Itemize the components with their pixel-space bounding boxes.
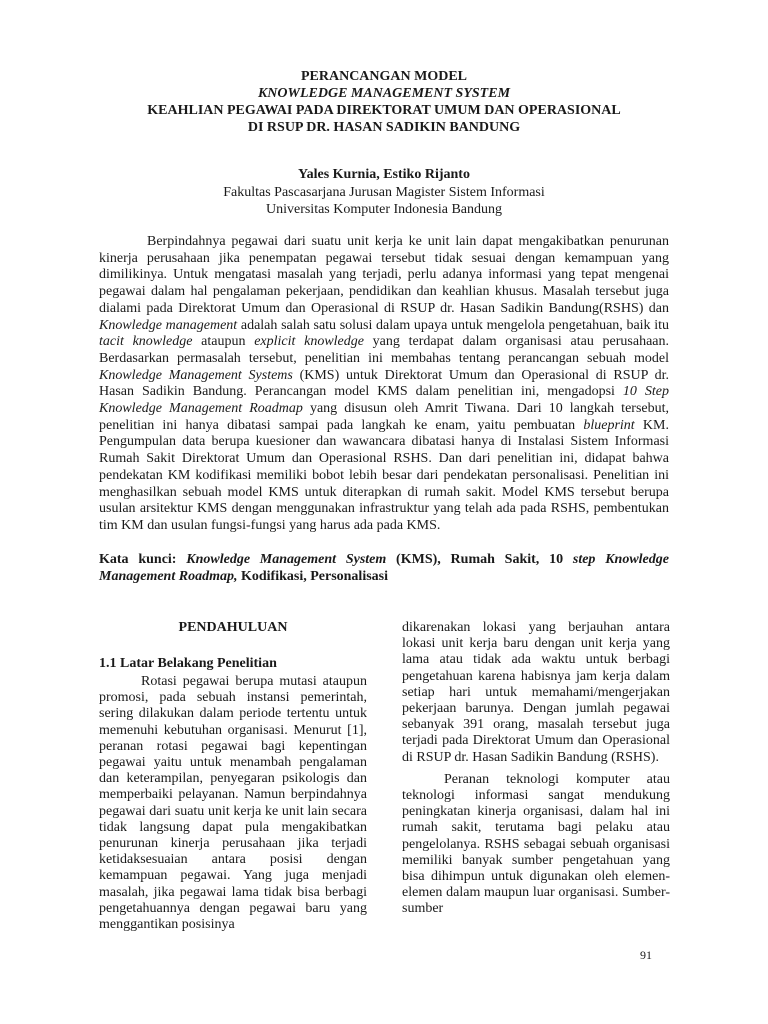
abstract-text: adalah salah satu solusi dalam upaya untuk mengelola pengetahuan, baik itu [237,317,669,333]
title-line-2: KNOWLEDGE MANAGEMENT SYSTEM [257,86,511,101]
abstract [99,234,669,535]
abstract-italic: tacit knowledge [99,334,193,350]
abstract-text: (KMS) untuk Direktorat Umum dan Operasional di RSUP dr. Hasan Sadikin Bandung. Perancangan model KMS dalam penelitian ini, mengadopsi [99,367,669,400]
body-paragraph: Rotasi pegawai berupa mutasi ataupun promosi, pada sebuah instansi pemerintah, sering dilakukan dalam periode tertentu untuk memenuhi kebutuhan organisasi. Menurut [1], peranan rotasi pegawai bagi kepentingan pegawai yaitu untuk menambah pengalaman dan keterampilan, penyegaran psikologis dan memperbaiki pelayanan. Namun berpindahnya pegawai dari suatu unit kerja ke unit lain secara tidak langsung dapat pula mengakibatkan penurunan kinerja perusahaan jika terjadi ketidaksesuaian antara posisi dengan kemampuan pegawai. Yang juga menjadi masalah, jika pegawai lama tidak bisa berbagi pengetahuannya dengan pegawai baru yang menggantikan posisinya [99,674,367,933]
abstract-text: yang terdapat dalam organisasi atau perusahaan. Berdasarkan permasalah tersebut, penelitian ini membahas tentang perancangan sebuah model [99,334,669,366]
keywords-label: Kata kunci: [99,552,187,567]
affiliation-line-1: Fakultas Pascasarjana Jurusan Magister Sistem Informasi [223,184,545,200]
left-column [99,620,367,933]
abstract-text: ataupun [192,334,255,350]
abstract-italic: Knowledge Management Systems [99,367,293,383]
abstract-text: KM. Pengumpulan data berupa kuesioner dan wawancara dibatasi hanya di Instalasi Sistem Informasi Rumah Sakit Direktorat Umum dan Operasional RSHS. Dan dari penelitian ini, didapat bahwa pendekatan KM kodifikasi memiliki bobot lebih besar dari pendekatan personalisasi. Penelitian ini menghasilkan sebuah model KMS untuk diterapkan di rumah sakit. Model KMS tersebut berupa usulan arsitektur KMS dengan menggunakan infrastruktur yang telah ada pada RSHS, pembentukan tim KM dan usulan fungsi-fungsi yang harus ada pada KMS. [99,417,669,533]
title-block [0,68,768,136]
abstract-italic: explicit knowledge [254,334,364,350]
abstract-paragraph [99,234,669,535]
section-heading: PENDAHULUAN [178,620,288,635]
title-line-3: KEAHLIAN PEGAWAI PADA DIREKTORAT UMUM DAN OPERASIONAL [147,103,621,118]
abstract-text: Berpindahnya pegawai dari suatu unit kerja ke unit lain dapat mengakibatkan penurunan kinerja perusahaan jika penempatan pegawai tersebut tidak sesuai dengan kemampuan yang dimilikinya. Untuk mengatasi masalah yang terjadi, perlu adanya informasi yang tepat mengenai pegawai dalam hal pengalaman pekerjaan, pendidikan dan keahlian khusus. Masalah tersebut juga dialami pada Direktorat Umum dan Operasional di RSUP dr. Hasan Sadikin Bandung(RSHS) dan [99,234,669,316]
subsection-heading: 1.1 Latar Belakang Penelitian [99,656,277,671]
keywords-text: Kodifikasi, Personalisasi [237,569,388,584]
abstract-italic: Knowledge management [99,317,238,333]
abstract-text: yang disusun oleh Amrit Tiwana. Dari 10 langkah tersebut, penelitian ini hanya dibatasi sampai pada langkah ke enam, yaitu pembuatan [99,401,669,433]
body-paragraph: Peranan teknologi komputer atau teknologi informasi sangat mendukung peningkatan kinerja organisasi, dalam hal ini rumah sakit, terutama bagi pelaku atau pengelolanya. RSHS sebagai sebuah organisasi memiliki banyak sumber pengetahuan yang bisa dihimpun untuk digunakan oleh elemen-elemen dalam maupun luar organisasi. Sumber-sumber [402,771,670,917]
keywords-italic: step Knowledge Management Roadmap, [99,552,669,584]
abstract-italic: 10 Step Knowledge Management Roadmap [99,384,669,417]
affiliation-line-2: Universitas Komputer Indonesia Bandung [265,202,502,217]
title-line-1: PERANCANGAN MODEL [300,69,468,84]
keywords [99,551,669,585]
title-line-4: DI RSUP DR. HASAN SADIKIN BANDUNG [247,120,521,135]
keywords-italic: Knowledge Management System [186,552,387,567]
keywords-text: (KMS), Rumah Sakit, 10 [386,552,573,567]
body-paragraph: dikarenakan lokasi yang berjauhan antara lokasi unit kerja baru dengan unit kerja yang lama atau tidak ada waktu untuk berbagi pengetahuan karena habisnya jam kerja dalam setiap hari untuk memahami/mengerjakan pekerjaan barunya. Dengan jumlah pegawai sebanyak 391 orang, masalah tersebut juga terjadi pada Direktorat Umum dan Operasional di RSUP dr. Hasan Sadikin Bandung (RSHS). [402,620,670,765]
author-names: Yales Kurnia, Estiko Rijanto [298,167,470,182]
right-column [402,620,670,918]
abstract-italic: blueprint [583,417,635,433]
author-block [0,166,768,219]
page-number: 91 [640,948,652,962]
